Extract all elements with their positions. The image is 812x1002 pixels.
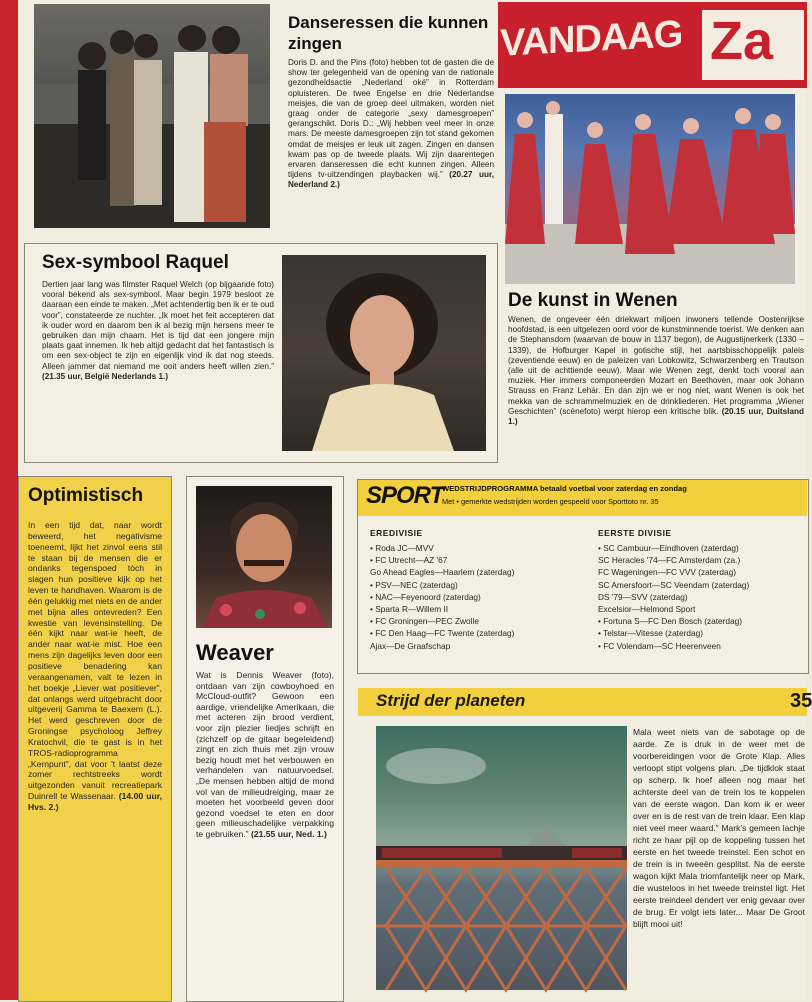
list-item: • Fortuna S—FC Den Bosch (zaterdag): [598, 616, 743, 627]
list-item: • Telstar—Vitesse (zaterdag): [598, 628, 703, 639]
article-body-raquel: Dertien jaar lang was filmster Raquel Welch (op bijgaande foto) vooral bekend als sex-symbool. Maar begin 1979 besloot ze daaraan een einde te maken. „Met achtendertig ben ik er te oud voor”, constateerde ze nuchter. „Ik moet het feit accepteren dat ik ouder word en daarom ben ik al bezig mijn hersens meer te gebruiken dan mijn chaam. Het is tijd dat een jongere mijn plaats gaat innemen. Ik heb altijd gedacht dat het fantastisch is om een sex-object te zijn en eigenlijk vind ik dat nog steeds. Alleen jammer dat niemand me ooit anders heeft willen zien.” (21.35 uur, België Nederlands 1.): [42, 280, 274, 381]
article-title-wenen: De kunst in Wenen: [508, 290, 678, 311]
episode-number: 35: [790, 690, 812, 712]
list-item: FC Wageningen—FC VVV (zaterdag): [598, 567, 737, 578]
dancers-stage-photo: [505, 94, 795, 284]
sport-subheading: Met • gemerkte wedstrijden worden gespeeld voor Sporttoto nr. 35: [442, 497, 659, 506]
article-title-optimistisch: Optimistisch: [28, 485, 144, 506]
article-body-weaver: Wat is Dennis Weaver (foto), ontdaan van zijn cowboyhoed en McCloud-outfit? Gewoon een aardige, vriendelijke Amerikaan, die met acteren zijn brood verdient, voor zijn plezier liedjes schrijft en (zichzelf op de gitaar begeleidend) zingt en zich thuis met zijn vrouw bezig houdt met het verbouwen en verhandelen van natuurvoedsel. „De mensen hebben altijd de mond vol van de milieudreiging, maar ze moeten het voorbeeld geven door gezond voedsel te eten en door geen milieuschadelijke verpakking te gebruiken.” (21.55 uur, Ned. 1.): [196, 670, 334, 839]
list-item: SC Heracles '74—FC Amsterdam (za.): [598, 555, 741, 566]
sport-heading: WEDSTRIJDPROGRAMMA betaald voetbal voor zaterdag en zondag: [442, 484, 687, 493]
eredivisie-heading: EREDIVISIE: [370, 528, 423, 538]
dennis-weaver-photo: [196, 486, 332, 628]
list-item: • FC Volendam—SC Heerenveen: [598, 640, 721, 651]
comic-title: Strijd der planeten: [376, 691, 526, 710]
list-item: Ajax—De Graafschap: [370, 640, 451, 651]
list-item: Excelsior—Helmond Sport: [598, 604, 696, 615]
list-item: • SC Cambuur—Eindhoven (zaterdag): [598, 543, 739, 553]
article-title-raquel: Sex-symbool Raquel: [42, 252, 229, 273]
article-title-weaver: Weaver: [196, 640, 274, 665]
comic-text: Mala weet niets van de sabotage op de aarde. Ze is druk in de weer met de voorbereidingen voor de Grote Klap. Alles verloopt stipt volgens plan. „De tijdklok staat op scherp. Ik hoef alleen nog maar het achterste deel van de trein los te koppelen van de eerste wagon. Dan kom ik er weer over en is de rest van de trein klaar. Een klap niet veel meer waard.” Mark’s gemeen lachje richt ze haar pijl op de koppeling tussen het eerste en het tweede treinstel. Een schot en de trein is in tweeën gesplitst. Na de eerste wagon kijkt Mala triomfantelijk neer op Mark, die wusteloos in het tweede treinstel ligt. Het eerste treindeel dendert ver enig gevaar over de brug. Er volgt iets later... Maar De Groot blijft mooi uit!: [633, 727, 805, 929]
left-red-stripe: [0, 0, 18, 1000]
article-body-optimistisch: In een tijd dat, naar wordt beweerd, het negativisme toeneemt, lijkt het zinvol eens stil te staan bij de mensen die er ondanks tegenspoed tòch in slagen hun positieve kijk op het leven te handhaven. Waarom is de één gelukkig met niets en de ander met bijna alles ontevreden? Een kwestie van levensinstelling. De één kijkt naar wat-ie heeft, de ander naar wat-ie mist. Hoe een mens zijn dagelijks leven door een positieve benadering kan veraangenamen, valt te lezen in het boekje „Liever wat positiever”, dat onlangs werd uitgebracht door uitgeverij Gamma te Baexem (L.). Het werd geschreven door de Groningse psycholoog Jeffrey Kratochvil, die te gast is in het TROS-radioprogramma „Kernpunt”, dat voor 't laatst deze zomer rechtstreeks wordt uitgezonden vanuit recreatiepark Duinrell te Wassenaar. (14.00 uur, Hvs. 2.): [28, 520, 163, 812]
list-item: • Sparta R—Willem II: [370, 604, 449, 615]
list-item: • NAC—Feyenoord (zaterdag): [370, 591, 481, 602]
eredivisie-list: [370, 542, 588, 652]
list-item: SC Amersfoort—SC Veendam (zaterdag): [598, 579, 750, 590]
train-bridge-illustration: [376, 726, 627, 990]
eerste-divisie-list: [598, 542, 804, 652]
article-title-danseressen: Danseressen die kunnen zingen: [288, 13, 489, 53]
list-item: • PSV—NEC (zaterdag): [370, 579, 458, 590]
list-item: • FC Utrecht—AZ '67: [370, 555, 448, 566]
banner-vandaag-text: VANDAAG: [500, 13, 683, 65]
banner-day-text: Za: [710, 11, 774, 71]
eerste-divisie-heading: EERSTE DIVISIE: [598, 528, 672, 538]
article-body-danseressen: Doris D. and the Pins (foto) hebben tot de gasten die de show ter gelegenheid van de opening van de nationale gezondheidsactie „Nederland oké” in Rotterdam opluisteren. De twee Engelse en drie Nederlandse meisjes, die van de groep deel uitmaken, worden niet graag onder de categorie „sexy damesgroepen” gerangschikt. Doris D.: „Wij hebben veel meer in onze mars. De meeste damesgroepen zijn tot stand gekomen omdat de meisjes er leuk uit zagen. Zingen en dansen kwam pas op de tweede plaats. Wij zijn daarentegen ervaren danseressen die echt kunnen zingen. Alleen tijdens tv-uitzendingen playbacken wij.” (20.27 uur, Nederland 2.): [288, 58, 494, 190]
raquel-welch-photo: [282, 255, 486, 451]
sport-logo: SPORT: [366, 482, 444, 509]
list-item: DS '79—SVV (zaterdag): [598, 591, 688, 602]
list-item: • FC Groningen—PEC Zwolle: [370, 616, 479, 627]
article-body-wenen: Wenen, de ongeveer één driekwart miljoen inwoners tellende Oostenrijkse hoofdstad, is een uitgelezen oord voor de kunstminnende toerist. We denken aan de Stephansdom (waarvan de bouw in 1137 begon), de Augustijnerkerk (1330 – 1339), de Hofburger Kapel in gotische stijl, het aartsbisschoppelijk paleis (zeventiende eeuw) en de paleizen van Lobkowitz, Schwarzenberg en Trautson (alle uit de achttiende eeuw). Maar wie Wenen zegt, denkt toch vooral aan muziek. Hier immers componeerden Mozart en Beethoven, maar ook Johann Strauss en Franz Lehár. En dan zijn we er nog niet, want Wenen is ook het mekka van de schrammelmuziek en de drinkliederen. Het programma „Wiener Geschichten” (scènefoto) werpt hierop een kritische blik. (20.15 uur, Duitsland 1.): [508, 315, 805, 427]
list-item: Go Ahead Eagles—Haarlem (zaterdag): [370, 567, 515, 578]
group-photo: [34, 4, 270, 228]
list-item: • FC Den Haag—FC Twente (zaterdag): [370, 628, 515, 639]
list-item: • Roda JC—MVV: [370, 543, 434, 553]
